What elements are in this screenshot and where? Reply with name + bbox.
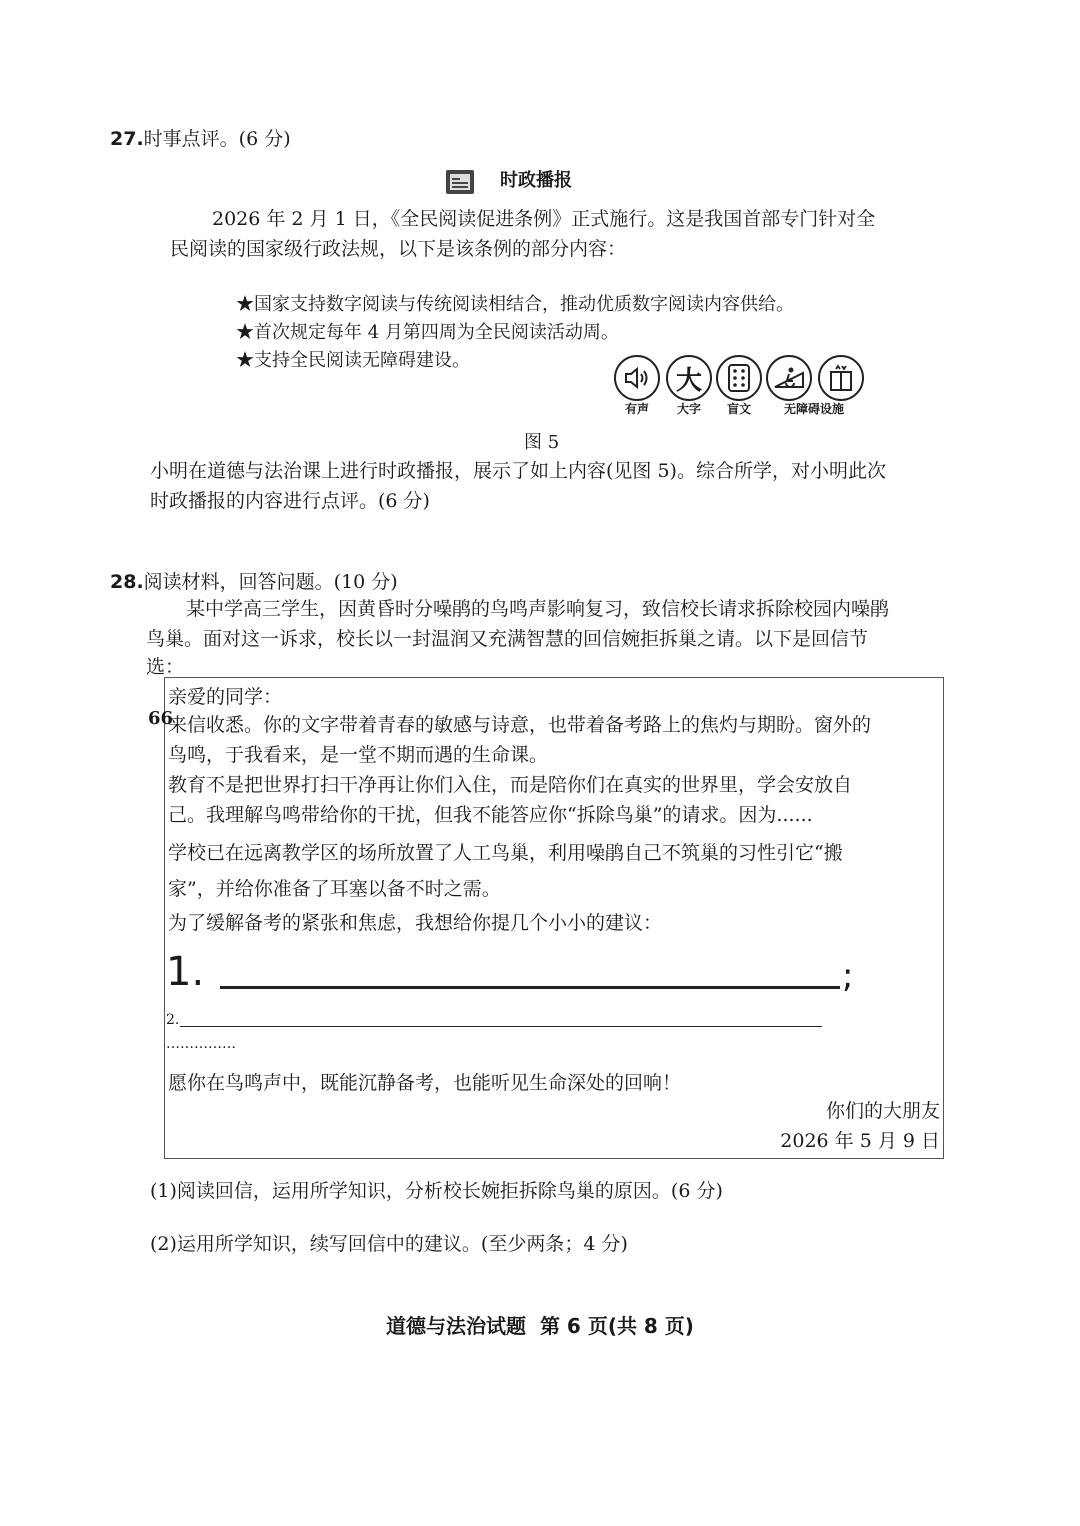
blank1-end: ;	[842, 956, 854, 996]
letter-salutation: 亲爱的同学：	[168, 686, 283, 708]
q28-number: 28.	[110, 571, 144, 593]
q27-intro-line2: 民阅读的国家级行政法规，以下是该条例的部分内容：	[170, 238, 627, 260]
newspaper-icon	[446, 170, 474, 194]
blank2-line	[180, 1026, 822, 1027]
icon-label: 盲文	[726, 402, 751, 416]
q28-title: 阅读材料，回答问题。(10 分)	[143, 571, 398, 593]
blank1-label: 1.	[166, 949, 205, 995]
news-heading: 时政播报	[500, 170, 572, 191]
blank1-line	[220, 986, 840, 989]
letter-wish: 愿你在鸟鸣声中，既能沉静备考，也能听见生命深处的回响！	[168, 1072, 682, 1094]
q27-question-line2: 时政播报的内容进行点评。(6 分)	[150, 490, 430, 512]
icon-label: 大字	[676, 402, 701, 416]
letter-line: 己。我理解鸟鸣带给你的干扰，但我不能答应你“拆除鸟巢”的请求。因为......	[168, 804, 813, 826]
braille-icon	[716, 355, 762, 401]
q27-title: 时事点评。(6 分)	[143, 128, 291, 150]
letter-line: 来信收悉。你的文字带着青春的敏感与诗意，也带着备考路上的焦灼与期盼。窗外的	[168, 714, 872, 736]
icon-label: 有声	[624, 402, 649, 416]
letter-line: 教育不是把世界打扫干净再让你们入住，而是陪你们在真实的世界里，学会安放自	[168, 774, 853, 796]
q28-sub1: (1)阅读回信，运用所学知识，分析校长婉拒拆除鸟巢的原因。(6 分)	[150, 1180, 723, 1202]
q28-material-line3: 选：	[146, 656, 185, 678]
q27-point: ★首次规定每年 4 月第四周为全民阅读活动周。	[236, 322, 619, 343]
q27-heading	[110, 124, 291, 151]
q28-material-line1: 某中学高三学生，因黄昏时分噪鹃的鸟鸣声影响复习，致信校长请求拆除校园内噪鹃	[186, 598, 890, 620]
q28-sub2: (2)运用所学知识，续写回信中的建议。(至少两条；4 分)	[150, 1233, 628, 1255]
q27-number: 27.	[110, 128, 144, 150]
letter-line: 学校已在远离教学区的场所放置了人工鸟巢，利用噪鹃自己不筑巢的习性引它“搬	[168, 842, 843, 864]
icon-label: 无障碍设施	[783, 402, 844, 416]
blank2-label: 2.	[166, 1012, 180, 1028]
letter-line: 鸟鸣，于我看来，是一堂不期而遇的生命课。	[168, 744, 549, 766]
q27-point: ★支持全民阅读无障碍建设。	[236, 350, 470, 371]
letter-line: 家”，并给你准备了耳塞以备不时之需。	[168, 878, 501, 900]
figure-caption: 图 5	[524, 432, 560, 453]
letter-ellipsis: ……………	[166, 1036, 236, 1052]
q27-intro-line1: 2026 年 2 月 1 日，《全民阅读促进条例》正式施行。这是我国首部专门针对全	[212, 208, 876, 230]
letter-line: 为了缓解备考的紧张和焦虑，我想给你提几个小小的建议：	[168, 912, 663, 934]
letter-date: 2026 年 5 月 9 日	[780, 1130, 940, 1152]
page-footer: 道德与法治试题 第 6 页(共 8 页)	[386, 1314, 694, 1338]
large-print-icon	[666, 355, 712, 401]
q27-question-line1: 小明在道德与法治课上进行时政播报，展示了如上内容(见图 5)。综合所学，对小明此次	[150, 460, 886, 482]
quote-mark-icon: 66	[148, 708, 174, 729]
q27-point: ★国家支持数字阅读与传统阅读相结合，推动优质数字阅读内容供给。	[236, 294, 794, 315]
q28-heading	[110, 567, 398, 594]
speaker-icon	[614, 355, 660, 401]
q28-material-line2: 鸟巢。面对这一诉求，校长以一封温润又充满智慧的回信婉拒拆巢之请。以下是回信节	[146, 628, 869, 650]
letter-signature: 你们的大朋友	[825, 1100, 940, 1122]
ramp-icon	[766, 355, 812, 401]
elevator-icon	[818, 355, 864, 401]
large-print-glyph: 大	[675, 365, 702, 396]
